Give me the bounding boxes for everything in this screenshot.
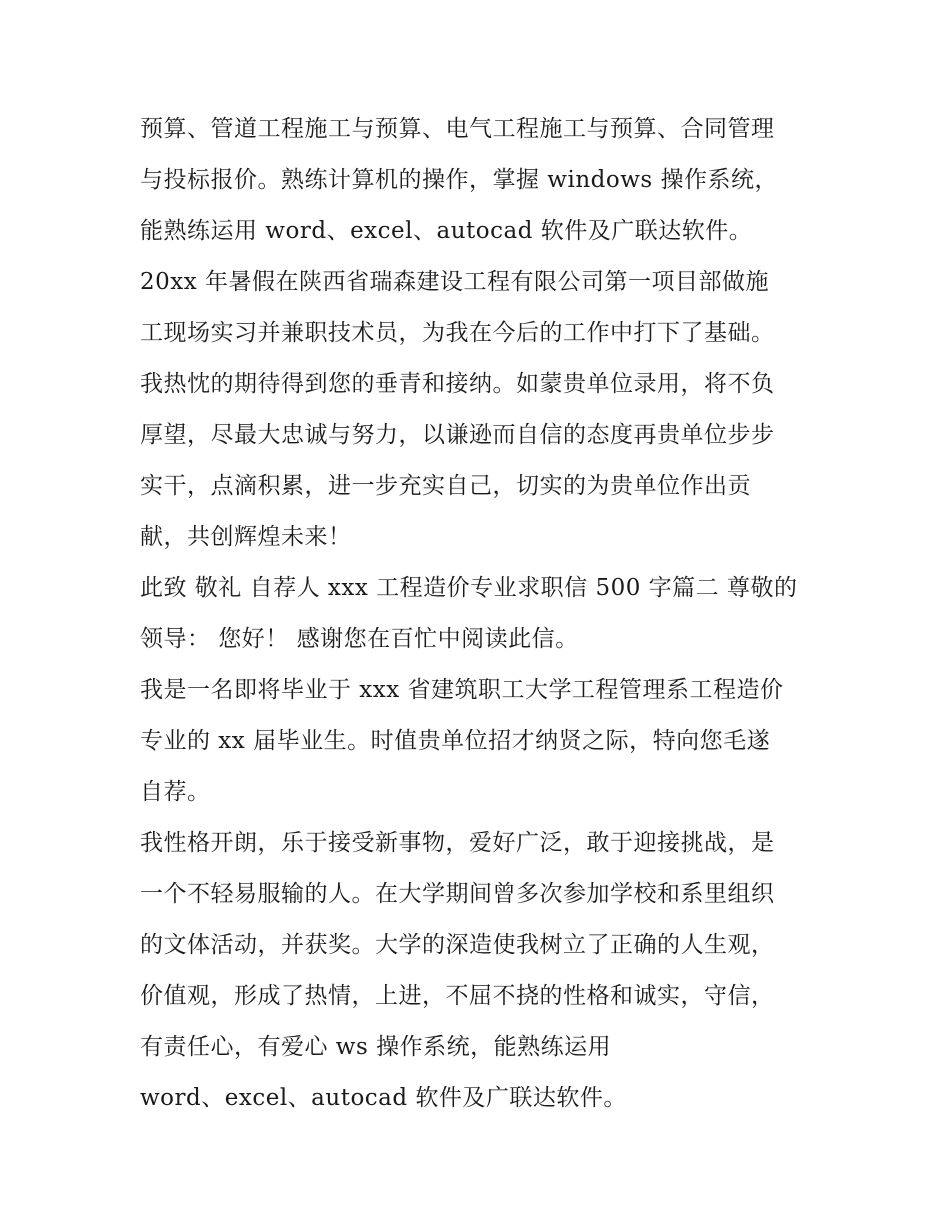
text-line: 此致 敬礼 自荐人 xxx 工程造价专业求职信 500 字篇二 尊敬的 bbox=[140, 575, 798, 601]
text-line: 实干，点滴积累，进一步充实自己，切实的为贵单位作出贡 bbox=[140, 473, 751, 499]
text-line: 工现场实习并兼职技术员，为我在今后的工作中打下了基础。 bbox=[140, 320, 775, 346]
text-line: 献，共创辉煌未来！ bbox=[140, 524, 352, 550]
text-line: 有责任心，有爱心 ws 操作系统，能熟练运用 bbox=[140, 1034, 612, 1060]
text-line: 我是一名即将毕业于 xxx 省建筑职工大学工程管理系工程造价 bbox=[140, 677, 784, 703]
text-line: 能熟练运用 word、excel、autocad 软件及广联达软件。 bbox=[140, 218, 753, 244]
text-line: 厚望，尽最大忠诚与努力，以谦逊而自信的态度再贵单位步步 bbox=[140, 422, 775, 448]
text-line: 预算、管道工程施工与预算、电气工程施工与预算、合同管理 bbox=[140, 116, 775, 142]
document-body bbox=[140, 104, 830, 1124]
text-line: 自荐。 bbox=[140, 779, 211, 805]
text-line: 领导： 您好！ 感谢您在百忙中阅读此信。 bbox=[140, 626, 579, 652]
text-line: 专业的 xx 届毕业生。时值贵单位招才纳贤之际，特向您毛遂 bbox=[140, 728, 771, 754]
text-line: 一个不轻易服输的人。在大学期间曾多次参加学校和系里组织 bbox=[140, 881, 775, 907]
text-line: 价值观，形成了热情，上进，不屈不挠的性格和诚实，守信， bbox=[140, 983, 775, 1009]
text-line: 与投标报价。熟练计算机的操作，掌握 windows 操作系统， bbox=[140, 167, 779, 193]
text-line: word、excel、autocad 软件及广联达软件。 bbox=[140, 1085, 627, 1111]
text-line: 20xx 年暑假在陕西省瑞森建设工程有限公司第一项目部做施 bbox=[140, 269, 770, 295]
text-line: 我性格开朗，乐于接受新事物，爱好广泛，敢于迎接挑战，是 bbox=[140, 830, 775, 856]
text-line: 的文体活动，并获奖。大学的深造使我树立了正确的人生观， bbox=[140, 932, 775, 958]
text-line: 我热忱的期待得到您的垂青和接纳。如蒙贵单位录用，将不负 bbox=[140, 371, 775, 397]
